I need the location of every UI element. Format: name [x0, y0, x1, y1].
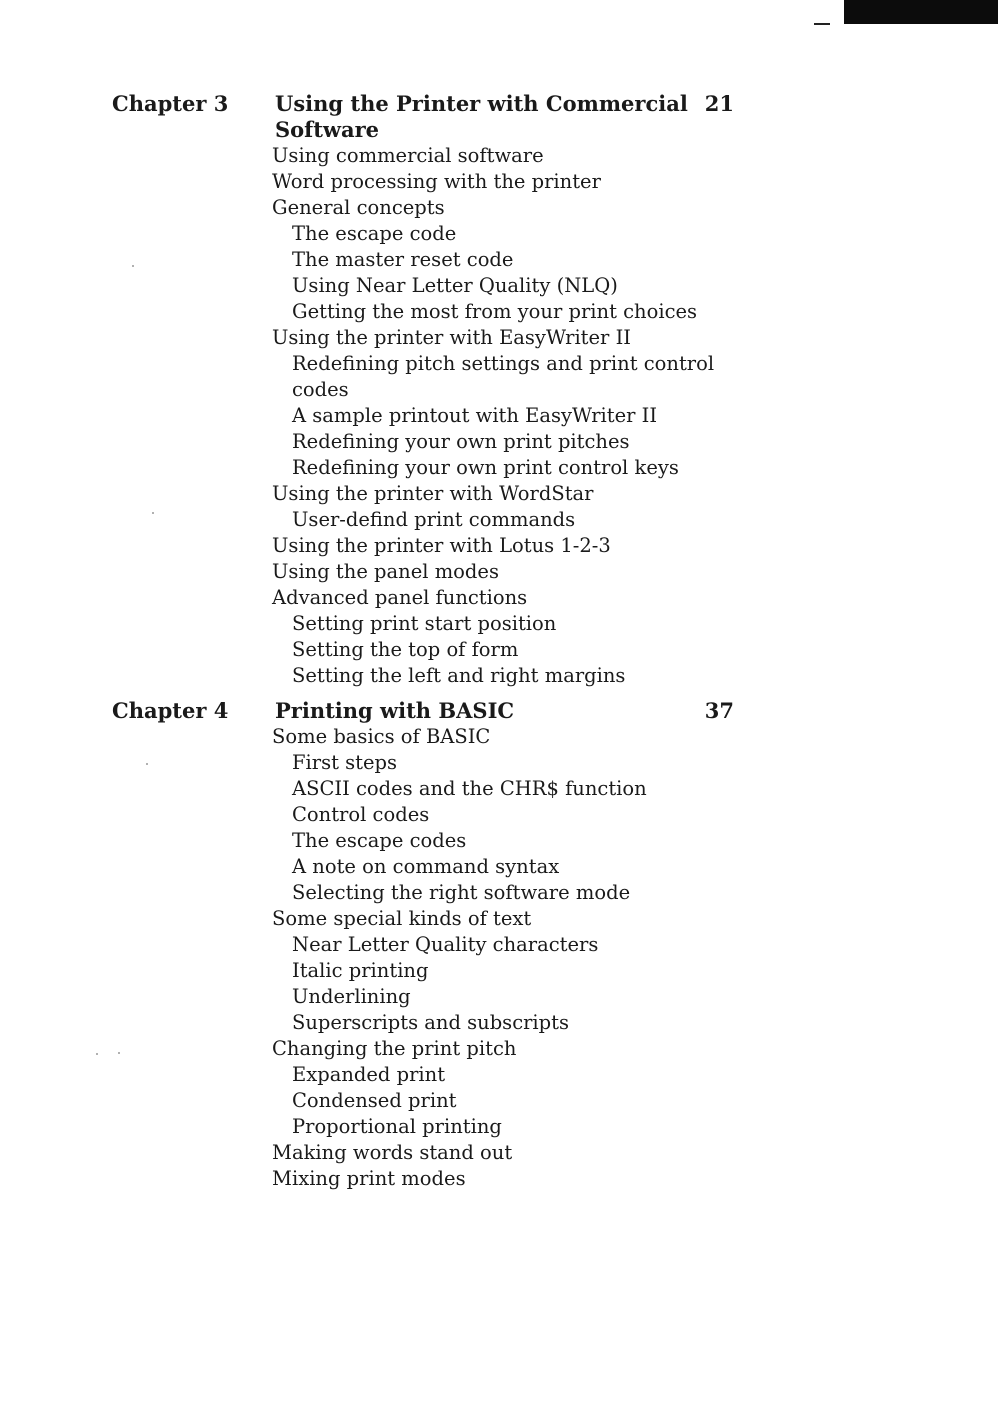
toc-subsection-entry: Redefining pitch settings and print control codes	[292, 352, 715, 401]
scan-speck	[96, 1053, 98, 1055]
toc-section-entry: Using the panel modes	[272, 560, 499, 583]
scan-speck	[118, 1052, 120, 1054]
toc-section-entry: Advanced panel functions	[272, 586, 528, 609]
toc-entry-list	[272, 724, 742, 1192]
chapter-page-number: 37	[704, 698, 734, 723]
scan-corner-mark	[844, 0, 998, 24]
toc-subsection-entry: Condensed print	[292, 1089, 457, 1112]
toc-section-entry: Using the printer with EasyWriter II	[272, 326, 631, 349]
toc-subsection-entry: Near Letter Quality characters	[292, 933, 599, 956]
scan-speck	[132, 265, 134, 267]
toc-section-entry: Using commercial software	[272, 144, 544, 167]
toc-section-entry: General concepts	[272, 196, 445, 219]
toc-section-entry: Mixing print modes	[272, 1167, 466, 1190]
toc-section-entry: Making words stand out	[272, 1141, 513, 1164]
toc-subsection-entry: Selecting the right software mode	[292, 881, 631, 904]
toc-subsection-entry: Setting the top of form	[292, 638, 519, 661]
toc-section-entry: Some basics of BASIC	[272, 725, 491, 748]
toc-subsection-entry: Underlining	[292, 985, 411, 1008]
toc-subsection-entry: Setting print start position	[292, 612, 557, 635]
toc-subsection-entry: Superscripts and subscripts	[292, 1011, 569, 1034]
chapter-title: Using the Printer with Commercial Software	[275, 91, 688, 142]
toc-subsection-entry: Proportional printing	[292, 1115, 502, 1138]
scan-dash-mark	[814, 23, 830, 25]
chapter-title: Printing with BASIC	[275, 698, 515, 723]
toc-subsection-entry: Expanded print	[292, 1063, 446, 1086]
toc-subsection-entry: The escape codes	[292, 829, 467, 852]
toc-subsection-entry: User-defind print commands	[292, 508, 576, 531]
scan-speck	[146, 763, 148, 765]
toc-subsection-entry: Redefining your own print control keys	[292, 456, 679, 479]
scan-speck	[152, 512, 154, 514]
toc-subsection-entry: The master reset code	[292, 248, 514, 271]
toc-section-entry: Using the printer with Lotus 1-2-3	[272, 534, 611, 557]
toc-subsection-entry: Setting the left and right margins	[292, 664, 626, 687]
toc-subsection-entry: The escape code	[292, 222, 457, 245]
toc-subsection-entry: A sample printout with EasyWriter II	[292, 404, 658, 427]
chapter-label: Chapter 3	[112, 91, 229, 116]
toc-subsection-entry: Redefining your own print pitches	[292, 430, 630, 453]
toc-subsection-entry: Using Near Letter Quality (NLQ)	[292, 274, 618, 297]
toc-subsection-entry: Control codes	[292, 803, 430, 826]
toc-section-entry: Word processing with the printer	[272, 170, 601, 193]
toc-entry-list	[272, 143, 742, 689]
toc-subsection-entry: First steps	[292, 751, 398, 774]
toc-subsection-entry: A note on command syntax	[292, 855, 560, 878]
toc-section-entry: Changing the print pitch	[272, 1037, 517, 1060]
toc-section-entry: Using the printer with WordStar	[272, 482, 594, 505]
toc-subsection-entry: Getting the most from your print choices	[292, 300, 698, 323]
toc-subsection-entry: ASCII codes and the CHR$ function	[292, 777, 647, 800]
toc-section-entry: Some special kinds of text	[272, 907, 532, 930]
chapter-page-number: 21	[704, 91, 734, 116]
chapter-label: Chapter 4	[112, 698, 229, 723]
toc-subsection-entry: Italic printing	[292, 959, 429, 982]
